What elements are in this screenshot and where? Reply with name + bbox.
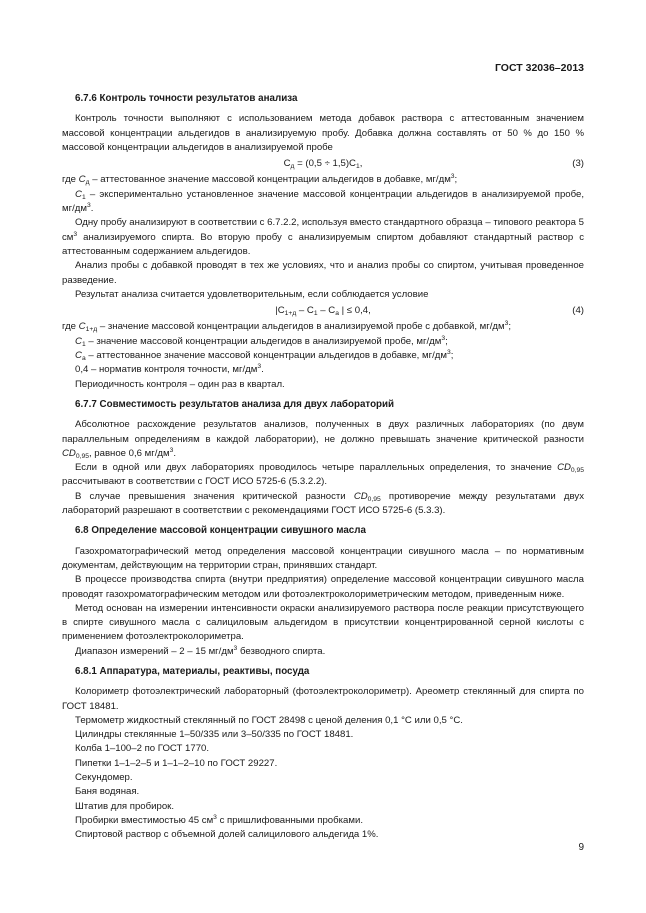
- sup: 3: [446, 349, 451, 357]
- text: – экспериментально установленное значение массовой концентрации альдегидов в анализируемой пробе, мг/дм: [62, 188, 584, 215]
- sup: 3: [233, 644, 238, 652]
- list-item: Колба 1–100–2 по ГОСТ 1770.: [75, 743, 210, 755]
- legend-line: [62, 363, 584, 377]
- formula-text: – С: [317, 305, 336, 317]
- text: ;: [450, 350, 454, 362]
- sup: 3: [441, 334, 446, 342]
- text: где: [62, 321, 79, 333]
- paragraph: [62, 645, 584, 659]
- formula-4: [62, 304, 584, 318]
- text: с пришлифованными пробками.: [216, 814, 363, 826]
- text: – аттестованное значение массовой концентрации альдегидов в добавке, мг/дм: [89, 174, 451, 186]
- text: , равное 0,6 мг/дм: [88, 447, 170, 459]
- list-item: Спиртовой раствор с объемной долей салицилового альдегида 1%.: [75, 829, 379, 841]
- sub: д: [85, 179, 90, 187]
- text: Абсолютное расхождение результатов анализов, полученных в двух различных лабораториях (по двум параллельным определениям в каждой лаборатории), не должно превышать значение критической разности: [62, 419, 584, 445]
- paragraph: Газохроматографический метод определения массовой концентрации сивушного масла – по нормативным документам, действующим на территории стран, принявших стандарт.: [62, 545, 584, 571]
- sup: 3: [257, 363, 262, 371]
- list-item: Цилиндры стеклянные 1–50/335 или 3–50/335 по ГОСТ 18481.: [75, 729, 354, 741]
- variable: С: [75, 188, 82, 200]
- text: безводного спирта.: [237, 645, 326, 657]
- paragraph: Контроль точности выполняют с использованием метода добавок раствора с аттестованным значением массовой концентрации альдегидов в анализируемую пробу. Добавка должна составлять от 50 % до 150 % массовой концентрации альдегидов в анализируемой пробе: [62, 113, 584, 153]
- text: .: [173, 447, 177, 459]
- formula-text: = (0,5 ÷ 1,5)С: [294, 158, 356, 170]
- paragraph: Результат анализа считается удовлетворительным, если соблюдается условие: [75, 288, 429, 300]
- text: ;: [454, 174, 458, 186]
- legend-line: [62, 188, 584, 217]
- sub: 0,95: [367, 495, 381, 503]
- list-item: Секундомер.: [75, 772, 133, 784]
- sub: 1+д: [85, 326, 98, 334]
- formula-text: С: [283, 158, 291, 170]
- section-title-6-7-6: 6.7.6 Контроль точности результатов анализа: [75, 93, 298, 104]
- section-title-6-8: 6.8 Определение массовой концентрации сивушного масла: [75, 525, 366, 537]
- variable: С: [78, 321, 86, 333]
- section-title-6-7-7: 6.7.7 Совместимость результатов анализа для двух лабораторий: [75, 398, 395, 410]
- standard-header: ГОСТ 32036–2013: [494, 62, 584, 74]
- variable: CD: [557, 462, 571, 474]
- document-body: [62, 92, 584, 843]
- text: противоречие между результатами двух лабораторий разрешают в соответствии с рекомендациями ГОСТ ИСО 5725-6 (5.3.3).: [62, 490, 584, 517]
- formula-text: |С: [275, 305, 285, 317]
- formula-sub: 1+д: [284, 310, 297, 318]
- page-number: 9: [578, 842, 584, 853]
- paragraph: [62, 216, 584, 259]
- legend-line: [62, 335, 584, 349]
- list-item: Баня водяная.: [75, 786, 140, 798]
- variable: CD: [353, 490, 368, 502]
- paragraph: Периодичность контроля – один раз в квартал.: [75, 378, 285, 390]
- sup: 3: [450, 173, 455, 181]
- text: ;: [445, 335, 448, 347]
- formula-3: [62, 157, 584, 171]
- list-item: Термометр жидкостный стеклянный по ГОСТ 28498 с ценой деления 0,1 °С или 0,5 °С.: [75, 714, 463, 726]
- variable: С: [78, 174, 86, 186]
- sup: 3: [504, 320, 509, 328]
- text: .: [261, 364, 264, 376]
- formula-number: (4): [572, 305, 584, 317]
- sub: а: [81, 355, 86, 363]
- legend-line: [62, 173, 584, 187]
- sub: 1: [81, 340, 86, 348]
- text: 0,4 – норматив контроля точности, мг/дм: [75, 364, 258, 376]
- formula-sub: д: [290, 163, 295, 171]
- formula-sub: 1: [313, 310, 318, 318]
- list-item: Пипетки 1–1–2–5 и 1–1–2–10 по ГОСТ 29227.: [75, 757, 278, 769]
- formula-text: ,: [359, 158, 363, 170]
- variable: С: [75, 350, 82, 362]
- text: – значение массовой концентрации альдегидов в анализируемой пробе, мг/дм: [85, 335, 442, 347]
- text: где: [62, 174, 79, 186]
- text: Если в одной или двух лабораториях проводилось четыре параллельных определения, то значение: [75, 462, 558, 474]
- legend-line: [62, 349, 584, 363]
- sub: 0,95: [570, 467, 584, 475]
- paragraph: Метод основан на измерении интенсивности окраски анализируемого раствора после реакции присутствующего в спирте сивушного масла с салициловым альдегидом в присутствии концентрированной серной кислоты с применением фотоэлектроколориметра.: [62, 602, 584, 643]
- paragraph: В процессе производства спирта (внутри предприятия) определение массовой концентрации сивушного масла проводят газохроматографическим методом или фотоэлектроколориметрическим методом, приведенным ниже.: [62, 574, 584, 600]
- text: Пробирки вместимостью 45 см: [75, 814, 214, 826]
- text: анализируемого спирта. Во вторую пробу с анализируемым спиртом добавляют стандартный раствор с аттестованным содержанием альдегидов.: [62, 231, 584, 257]
- formula-text: – С: [296, 305, 314, 317]
- formula-sub: 1: [355, 163, 360, 171]
- list-item: [62, 814, 584, 828]
- text: – значение массовой концентрации альдегидов в анализируемой пробе с добавкой, мг/дм: [97, 321, 505, 333]
- list-item: Штатив для пробирок.: [75, 800, 175, 812]
- sup: 3: [169, 446, 174, 454]
- text: ;: [508, 321, 512, 333]
- sup: 3: [213, 813, 217, 821]
- text: Одну пробу анализируют в соответствии с 6.7.2.2, используя вместо стандартного образца – типового реактора 5 см: [62, 217, 584, 243]
- text: – аттестованное значение массовой концентрации альдегидов в добавке, мг/дм: [85, 350, 447, 362]
- sub: 1: [81, 193, 86, 201]
- sup: 3: [86, 202, 91, 210]
- sub: 0,95: [75, 452, 89, 460]
- list-item: Колориметр фотоэлектрический лабораторный (фотоэлектроколориметр). Ареометр стеклянный для спирта по ГОСТ 18481.: [62, 686, 584, 712]
- variable: CD: [62, 447, 76, 459]
- formula-text: | ≤ 0,4,: [338, 305, 371, 317]
- formula-number: (3): [572, 158, 584, 170]
- variable: С: [75, 335, 82, 347]
- paragraph: [62, 490, 584, 519]
- sup: 3: [73, 230, 78, 238]
- formula-sub: а: [335, 310, 339, 318]
- paragraph: Анализ пробы с добавкой проводят в тех же условиях, что и анализ пробы со спиртом, учитывая проведенное разведение.: [62, 260, 584, 286]
- text: В случае превышения значения критической разности: [75, 490, 354, 502]
- text: .: [90, 203, 94, 215]
- legend-line: [62, 320, 584, 334]
- section-title-6-8-1: 6.8.1 Аппаратура, материалы, реактивы, посуда: [75, 665, 310, 677]
- text: Диапазон измерений – 2 – 15 мг/дм: [75, 645, 234, 657]
- text: рассчитывают в соответствии с ГОСТ ИСО 5725-6 (5.3.2.2).: [62, 476, 328, 488]
- paragraph: [62, 418, 584, 461]
- paragraph: [62, 461, 584, 490]
